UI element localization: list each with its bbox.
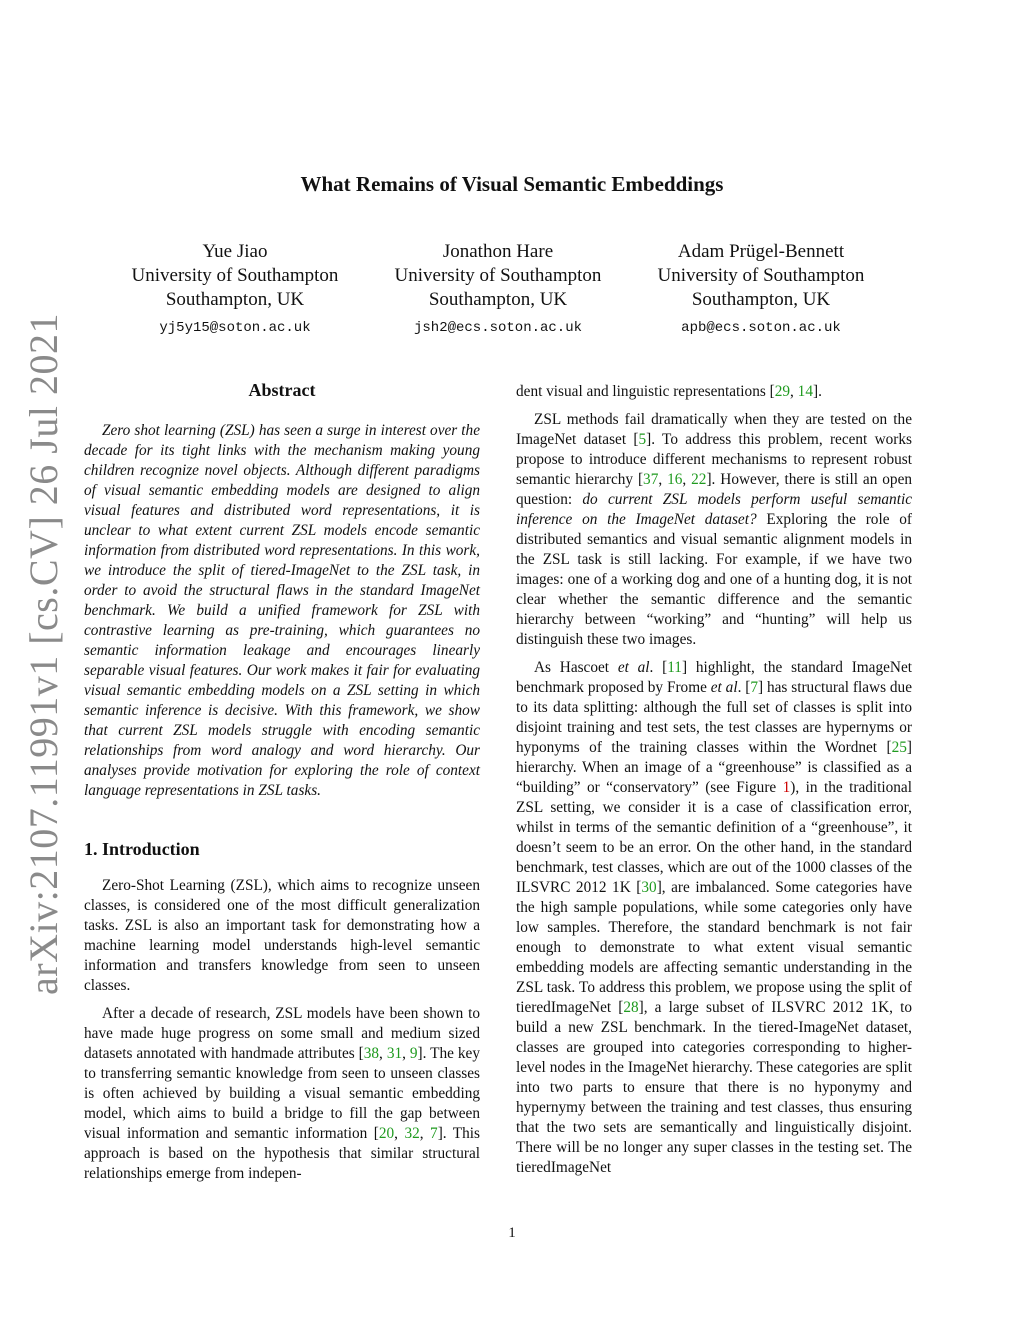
citation-link[interactable]: 9 (409, 1045, 418, 1062)
intro-paragraph-4: As Hascoet et al. [11] highlight, the standard ImageNet benchmark proposed by Frome et al. [7] has structural flaws due to its data splitting: although the full set of classes is split into disjoint training and test sets, the test classes are hypernyms or hyponyms of the training classes within the Wordnet [25] hierarchy. When an image of a “greenhouse” is classified as a “building” or “conservatory” (see Figure 1), in the traditional ZSL setting, we consider it is a case of classification error, whilst in terms of the semantic definition of a “greenhouse”, it doesn’t seem to be an error. On the other hand, in the standard benchmark, test classes, which are out of the 1000 classes of the ILSVRC 2012 1K [30], are imbalanced. Some categories have the high sample populations, while some categories only have low samples. Therefore, the standard benchmark is not fair enough to demonstrate to what extent visual semantic embedding models are affecting semantic understanding in the ZSL task. To address this problem, we propose using the split of tieredImageNet [28], a large subset of ILSVRC 2012 1K, to build a new ZSL benchmark. In the tiered-ImageNet dataset, classes are grouped into categories corresponding to higher-level nodes in the ImageNet hierarchy. These categories are split into two parts to ensure that there is no hyponymy and hypernymy between the training and test classes, thus ensuring that the two sets are semantically and linguistically disjoint. There will be no longer any super classes in the testing set. The tieredImageNet (516, 659, 912, 1176)
citation-link[interactable]: 31 (386, 1045, 403, 1062)
citation-link[interactable]: 32 (404, 1125, 420, 1142)
research-question: do current ZSL models perform useful semantic inference on the ImageNet dataset? (516, 491, 912, 528)
abstract-text: Zero shot learning (ZSL) has seen a surge in interest over the decade for its tight links with the mechanism making young children recognize novel objects. Although different paradigms of visual semantic embedding models are designed to align visual features and distributed word representations, it is unclear to what extent current ZSL models encode semantic information from distributed word representations. In this work, we introduce the split of tiered-ImageNet to the ZSL task, in order to avoid the structural flaws in the standard ImageNet benchmark. We build a unified framework for ZSL with contrastive learning as pre-training, which guarantees no semantic information leakage and encourages linearly separable visual features. Our work makes it fair for evaluating visual semantic embedding models on a ZSL setting in which semantic inference is decisive. With this framework, we show that current ZSL models struggle with encoding semantic relationships from word analogy and word hierarchy. Our analyses provide motivation for exploring the role of context language representations in ZSL tasks. (84, 422, 480, 799)
author-email: yj5y15@soton.ac.uk (159, 320, 311, 336)
author-affiliation: University of Southampton (657, 265, 865, 286)
author-location: Southampton, UK (165, 289, 305, 310)
introduction-heading: 1. Introduction (84, 839, 200, 859)
citation-link[interactable]: 7 (430, 1125, 438, 1142)
author-block-3 (631, 240, 891, 340)
right-column (516, 382, 912, 1178)
author-name: Jonathon Hare (442, 241, 554, 262)
citation-link[interactable]: 16 (667, 471, 683, 488)
abstract-heading: Abstract (248, 380, 316, 400)
citation-link[interactable]: 29 (774, 383, 791, 400)
author-name: Adam Prügel-Bennett (677, 241, 845, 262)
citation-link[interactable]: 38 (363, 1045, 380, 1062)
citation-link[interactable]: 14 (797, 383, 813, 400)
intro-paragraph-1: Zero-Shot Learning (ZSL), which aims to recognize unseen classes, is considered one of the most difficult generalization tasks. ZSL is also an important task for demonstrating how a machine learning model understands high-level semantic information and transfers knowledge from seen to unseen classes. (84, 877, 480, 994)
arxiv-identifier-stamp: arXiv:2107.11991v1 [cs.CV] 26 Jul 2021 (21, 313, 66, 995)
intro-paragraph-continued: dent visual and linguistic representations [29, 14]. (516, 383, 822, 400)
author-block-1 (105, 240, 365, 340)
citation-link[interactable]: 30 (641, 879, 657, 896)
intro-paragraph-2: After a decade of research, ZSL models have been shown to have made huge progress on some small and medium sized datasets annotated with handmade attributes [38, 31, 9]. The key to transferring semantic knowledge from seen to unseen classes is often achieved by building a visual semantic embedding model, which aims to build a bridge to fill the gap between visual information and semantic information [20, 32, 7]. This approach is based on the hypothesis that similar structural relationships emerge from indepen- (84, 1005, 480, 1182)
citation-link[interactable]: 7 (750, 679, 759, 696)
citation-link[interactable]: 11 (667, 659, 682, 676)
citation-link[interactable]: 22 (691, 471, 707, 488)
citation-link[interactable]: 28 (623, 999, 639, 1016)
citation-link[interactable]: 37 (643, 471, 659, 488)
citation-link[interactable]: 25 (891, 739, 907, 756)
author-affiliation: University of Southampton (394, 265, 602, 286)
page-number: 1 (508, 1225, 516, 1241)
author-email: jsh2@ecs.soton.ac.uk (413, 320, 583, 336)
author-affiliation: University of Southampton (131, 265, 339, 286)
left-column (84, 380, 480, 1184)
author-location: Southampton, UK (691, 289, 831, 310)
intro-paragraph-3: ZSL methods fail dramatically when they are tested on the ImageNet dataset [5]. To address this problem, recent works propose to introduce different mechanisms to represent robust semantic hierarchy [37, 16, 22]. However, there is still an open question: do current ZSL models perform useful semantic inference on the ImageNet dataset? Exploring the role of distributed semantics and visual semantic alignment models in the ZSL task is still lacking. For example, if we have two images: one of a working dog and one of a hunting dog, it is not clear whether the semantic difference and the semantic hierarchy between “working” and “hunting” will help us distinguish these two images. (516, 411, 913, 648)
citation-link[interactable]: 5 (638, 431, 647, 448)
author-email: apb@ecs.soton.ac.uk (681, 320, 841, 336)
paper-title: What Remains of Visual Semantic Embeddings (300, 172, 724, 196)
author-block-2 (368, 240, 628, 340)
author-name: Yue Jiao (202, 241, 268, 262)
author-location: Southampton, UK (428, 289, 568, 310)
citation-link[interactable]: 20 (378, 1125, 395, 1142)
figure-link[interactable]: 1 (782, 779, 791, 796)
